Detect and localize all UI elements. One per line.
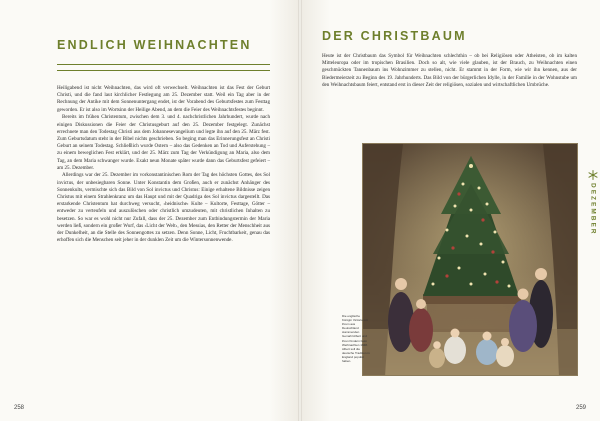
page-number-right: 259 bbox=[575, 405, 586, 411]
body-paragraph: Bereits im frühen Christentum, zwischen dem 3. und 4. nachchristlichen Jahrhundert, wurde nach einigen Diskussionen die Feier der Christusgeburt auf den 25. Dezember festgelegt. Zunächst errechnete man den Todestag Christi aus dem Johannesevangelium und legte ihn auf den 25. März fest. Zum Geburtsdatum steht in der Bibel nichts geschrieben. So beging man das Erinnerungsfest an Christi Geburt an seinem Todestag. Schließlich wurde Ostern – also das Gedenken an Tod und Auferstehung – zu einem beweglichen Fest erklärt, und der 25. März zum Tag der Verkündigung an Maria, also dem Tag, an dem Maria schwanger wurde. Exakt neun Monate später wurde dann das Geburtsfest gefeiert – am 25. Dezember. bbox=[57, 114, 270, 171]
book-gutter bbox=[298, 0, 302, 421]
page-number-left: 258 bbox=[14, 405, 25, 411]
illustration-caption: Die englische Königin Victoria mit ihrem aus Deutschland stammenden Gemahl Albert und ihren Kindern beim Weihnachten 1848. Albert soll die deutsche Tradition in England populär haben. bbox=[342, 314, 370, 364]
month-tab bbox=[586, 170, 600, 270]
body-paragraph: Heute ist der Christbaum das Symbol für Weihnachten schlechthin – ob bei Religiösen oder Atheisten, ob im kalten Mitteleuropa oder im tropischen Brasilien. Doch so alt, wie viele glauben, ist der Brauch, zu Weihnachten einen geschmückten Tannenbaum ins Wohnzimmer zu stellen, nicht. Er stammt in der Form, wie wir ihn kennen, aus der Biedermeierzeit zu Beginn des 19. Jahrhunderts. Das Bild von der bürgerlichen Idylle, in der Familie in der Wohnstube um den Weihnachtsbaum feiert, entstand erst in dieser Zeit der religiösen, sozialen und wirtschaftlichen Umbrüche. bbox=[322, 53, 577, 88]
chapter-heading-der-christbaum: DER CHRISTBAUM bbox=[322, 29, 467, 43]
right-body-text bbox=[322, 53, 577, 90]
body-paragraph: Heiligabend ist nicht Weihnachten, das wird oft verwechselt. Weihnachten ist das Fest der Geburt Christi, und die fand laut kirchlicher Festlegung am 25. Dezember statt. Weil ein Tag aber in der Rechnung der Antike mit dem Sonnenuntergang endet, ist der Vorabend des Geburtsfestes zum Festtag geworden. Er ist also im Wortsinn der Heilige Abend, an dem die Feier des Weihnachtsfestes beginnt. bbox=[57, 85, 270, 113]
chapter-heading-endlich-weihnachten: ENDLICH WEIHNACHTEN bbox=[57, 38, 252, 52]
month-tab-label: DEZEMBER bbox=[589, 183, 597, 236]
right-page bbox=[300, 0, 600, 421]
heading-rule-top bbox=[57, 64, 270, 65]
body-paragraph: Allerdings war der 25. Dezember im vorkonstantinischen Rom der Tag des höchsten Gottes, des Sol invictus, der unbesiegbaren Sonne. Unter Konstantin dem Großen, auch er zunächst Anhänger des Sonnenkults, vermischte sich das Bild von Sol invictus und Christus: Einige erhaltene Bildnisse zeigen Christus mit einem Strahlenkranz um das Haupt und mit der Quadriga des Sol invictus dargestellt. Das erstarkende Christentum hat durchweg versucht, ›heidnische‹ Kulte – Kultorte, Festtage, Götter – entweder zu verteufeln und auszulöschen oder christlich umzudeuten, mit christlichen Inhalten zu besetzen. So war es wohl nicht nur Zufall, dass der 25. Dezember zum Entbindungstermin der Maria werden ließ, sondern ein großer Wurf, das ›Licht der Welt‹, den Messias, den Retter der Menschheit aus der Dunkelheit, an die Stelle des Sonnengottes zu setzen. Denn Sonne, Licht, Fruchtbarkeit, genau das erhoffen sich die Menschen seit jeher in der dunklen Zeit um die Wintersonnenwende. bbox=[57, 172, 270, 244]
heading-rule-bottom bbox=[57, 70, 270, 71]
left-body-text bbox=[57, 85, 270, 245]
christmas-tree-illustration bbox=[362, 143, 578, 376]
snowflake-icon bbox=[588, 170, 598, 180]
